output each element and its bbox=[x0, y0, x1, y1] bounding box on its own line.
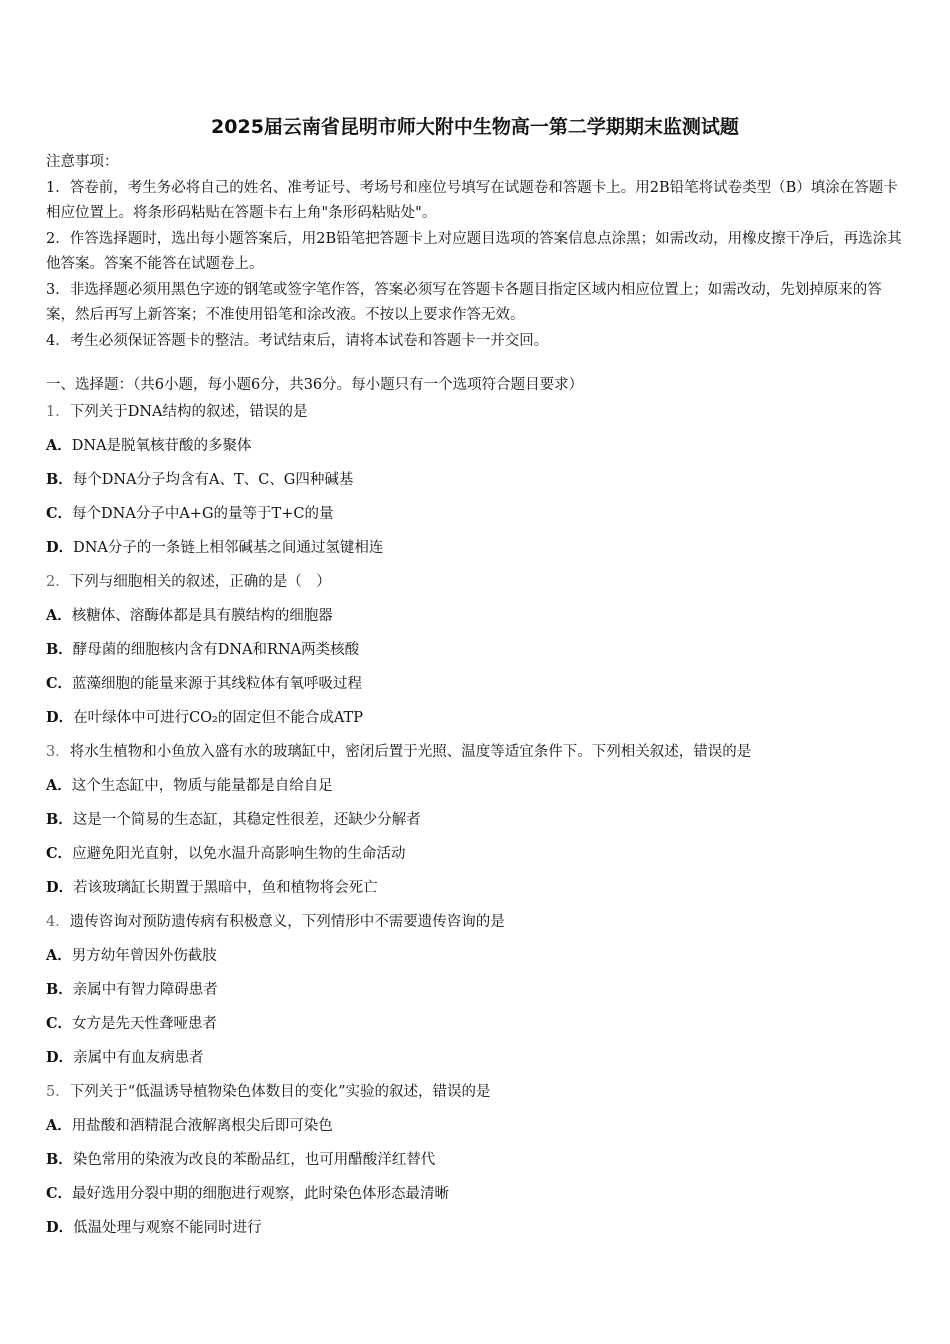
option-text: 最好选用分裂中期的细胞进行观察，此时染色体形态最清晰 bbox=[72, 1186, 450, 1202]
question-1 bbox=[46, 400, 308, 421]
question-number: 2． bbox=[46, 574, 70, 590]
option-3b bbox=[46, 808, 421, 829]
option-text: 应避免阳光直射，以免水温升高影响生物的生命活动 bbox=[72, 846, 406, 862]
section-heading: 一、选择题：（共6小题，每小题6分，共36分。每小题只有一个选项符合题目要求） bbox=[46, 377, 584, 393]
option-letter: D． bbox=[46, 879, 74, 896]
question-3 bbox=[46, 740, 751, 761]
notice-item: 4．考生必须保证答题卡的整洁。考试结束后，请将本试卷和答题卡一并交回。 bbox=[46, 332, 549, 349]
option-text: 低温处理与观察不能同时进行 bbox=[73, 1220, 262, 1236]
option-1a bbox=[46, 434, 252, 455]
option-letter: A． bbox=[46, 1117, 72, 1134]
option-text: 这是一个简易的生态缸，其稳定性很差，还缺少分解者 bbox=[72, 812, 421, 828]
option-letter: C． bbox=[46, 1015, 73, 1032]
option-letter: B． bbox=[46, 811, 73, 828]
option-1d bbox=[46, 536, 383, 557]
question-text: 下列关于“低温诱导植物染色体数目的变化”实验的叙述，错误的是 bbox=[69, 1084, 491, 1100]
option-4d bbox=[46, 1046, 204, 1067]
option-letter: A． bbox=[46, 437, 72, 454]
question-number: 3． bbox=[46, 744, 70, 760]
option-3a bbox=[46, 774, 333, 795]
option-5b bbox=[46, 1148, 435, 1169]
option-1c bbox=[46, 502, 333, 523]
question-4 bbox=[46, 910, 505, 931]
page-title: 2025届云南省昆明市师大附中生物高一第二学期期末监测试题 bbox=[211, 116, 739, 138]
option-text: 若该玻璃缸长期置于黑暗中，鱼和植物将会死亡 bbox=[73, 880, 378, 896]
option-4a bbox=[46, 944, 217, 965]
option-text: DNA分子的一条链上相邻碱基之间通过氢键相连 bbox=[73, 540, 384, 556]
option-2d bbox=[46, 706, 363, 727]
question-number: 4． bbox=[46, 914, 70, 930]
option-letter: D． bbox=[46, 539, 74, 556]
option-text: 染色常用的染液为改良的苯酚品红，也可用醋酸洋红替代 bbox=[72, 1152, 436, 1168]
question-2 bbox=[46, 570, 331, 591]
option-letter: B． bbox=[46, 981, 73, 998]
option-text: 酵母菌的细胞核内含有DNA和RNA两类核酸 bbox=[72, 642, 360, 658]
option-5a bbox=[46, 1114, 333, 1135]
option-3c bbox=[46, 842, 406, 863]
option-text: 亲属中有智力障碍患者 bbox=[72, 982, 218, 998]
notice-item: 3．非选择题必须用黑色字迹的钢笔或签字笔作答，答案必须写在答题卡各题目指定区域内相应位置上；如需改动，先划掉原来的答案，然后再写上新答案；不准使用铅笔和涂改液。不按以上要求作答无效。 bbox=[46, 281, 882, 323]
option-4c bbox=[46, 1012, 217, 1033]
option-text: 亲属中有血友病患者 bbox=[73, 1050, 204, 1066]
question-text: 遗传咨询对预防遗传病有积极意义，下列情形中不需要遗传咨询的是 bbox=[69, 914, 505, 930]
notice-block bbox=[46, 150, 906, 354]
question-5 bbox=[46, 1080, 491, 1101]
notice-item: 2．作答选择题时，选出每小题答案后，用2B铅笔把答题卡上对应题目选项的答案信息点涂黑；如需改动，用橡皮擦干净后，再选涂其他答案。答案不能答在试题卷上。 bbox=[46, 230, 902, 272]
option-4b bbox=[46, 978, 218, 999]
option-text: 用盐酸和酒精混合液解离根尖后即可染色 bbox=[71, 1118, 333, 1134]
question-text: 将水生植物和小鱼放入盛有水的玻璃缸中，密闭后置于光照、温度等适宜条件下。下列相关叙述，错误的是 bbox=[69, 744, 752, 760]
option-2c bbox=[46, 672, 362, 693]
option-letter: C． bbox=[46, 845, 73, 862]
option-letter: C． bbox=[46, 675, 73, 692]
option-text: 男方幼年曾因外伤截肢 bbox=[71, 948, 217, 964]
option-text: 在叶绿体中可进行CO₂的固定但不能合成ATP bbox=[73, 710, 363, 726]
option-text: 蓝藻细胞的能量来源于其线粒体有氧呼吸过程 bbox=[72, 676, 363, 692]
option-2b bbox=[46, 638, 359, 659]
option-letter: C． bbox=[46, 505, 73, 522]
option-letter: B． bbox=[46, 1151, 73, 1168]
option-text: 核糖体、溶酶体都是具有膜结构的细胞器 bbox=[71, 608, 333, 624]
option-text: 女方是先天性聋哑患者 bbox=[72, 1016, 218, 1032]
option-text: DNA是脱氧核苷酸的多聚体 bbox=[71, 438, 252, 454]
option-letter: A． bbox=[46, 947, 72, 964]
option-letter: A． bbox=[46, 607, 72, 624]
question-text: 下列关于DNA结构的叙述，错误的是 bbox=[69, 404, 308, 420]
option-5c bbox=[46, 1182, 449, 1203]
notice-heading: 注意事项： bbox=[46, 154, 119, 170]
option-letter: C． bbox=[46, 1185, 73, 1202]
question-text: 下列与细胞相关的叙述，正确的是（ ） bbox=[69, 574, 331, 590]
option-5d bbox=[46, 1216, 262, 1237]
option-text: 每个DNA分子中A+G的量等于T+C的量 bbox=[72, 506, 334, 522]
notice-item: 1．答卷前，考生务必将自己的姓名、准考证号、考场号和座位号填写在试题卷和答题卡上。用2B铅笔将试卷类型（B）填涂在答题卡相应位置上。将条形码粘贴在答题卡右上角"条形码粘贴处"。 bbox=[46, 179, 898, 221]
option-letter: B． bbox=[46, 641, 73, 658]
option-2a bbox=[46, 604, 333, 625]
option-letter: D． bbox=[46, 1049, 74, 1066]
question-number: 5． bbox=[46, 1084, 70, 1100]
option-3d bbox=[46, 876, 378, 897]
option-letter: D． bbox=[46, 709, 74, 726]
option-text: 这个生态缸中，物质与能量都是自给自足 bbox=[71, 778, 333, 794]
question-number: 1． bbox=[46, 404, 70, 420]
option-letter: B． bbox=[46, 471, 73, 488]
option-letter: D． bbox=[46, 1219, 74, 1236]
option-text: 每个DNA分子均含有A、T、C、G四种碱基 bbox=[72, 472, 354, 488]
option-letter: A． bbox=[46, 777, 72, 794]
option-1b bbox=[46, 468, 353, 489]
